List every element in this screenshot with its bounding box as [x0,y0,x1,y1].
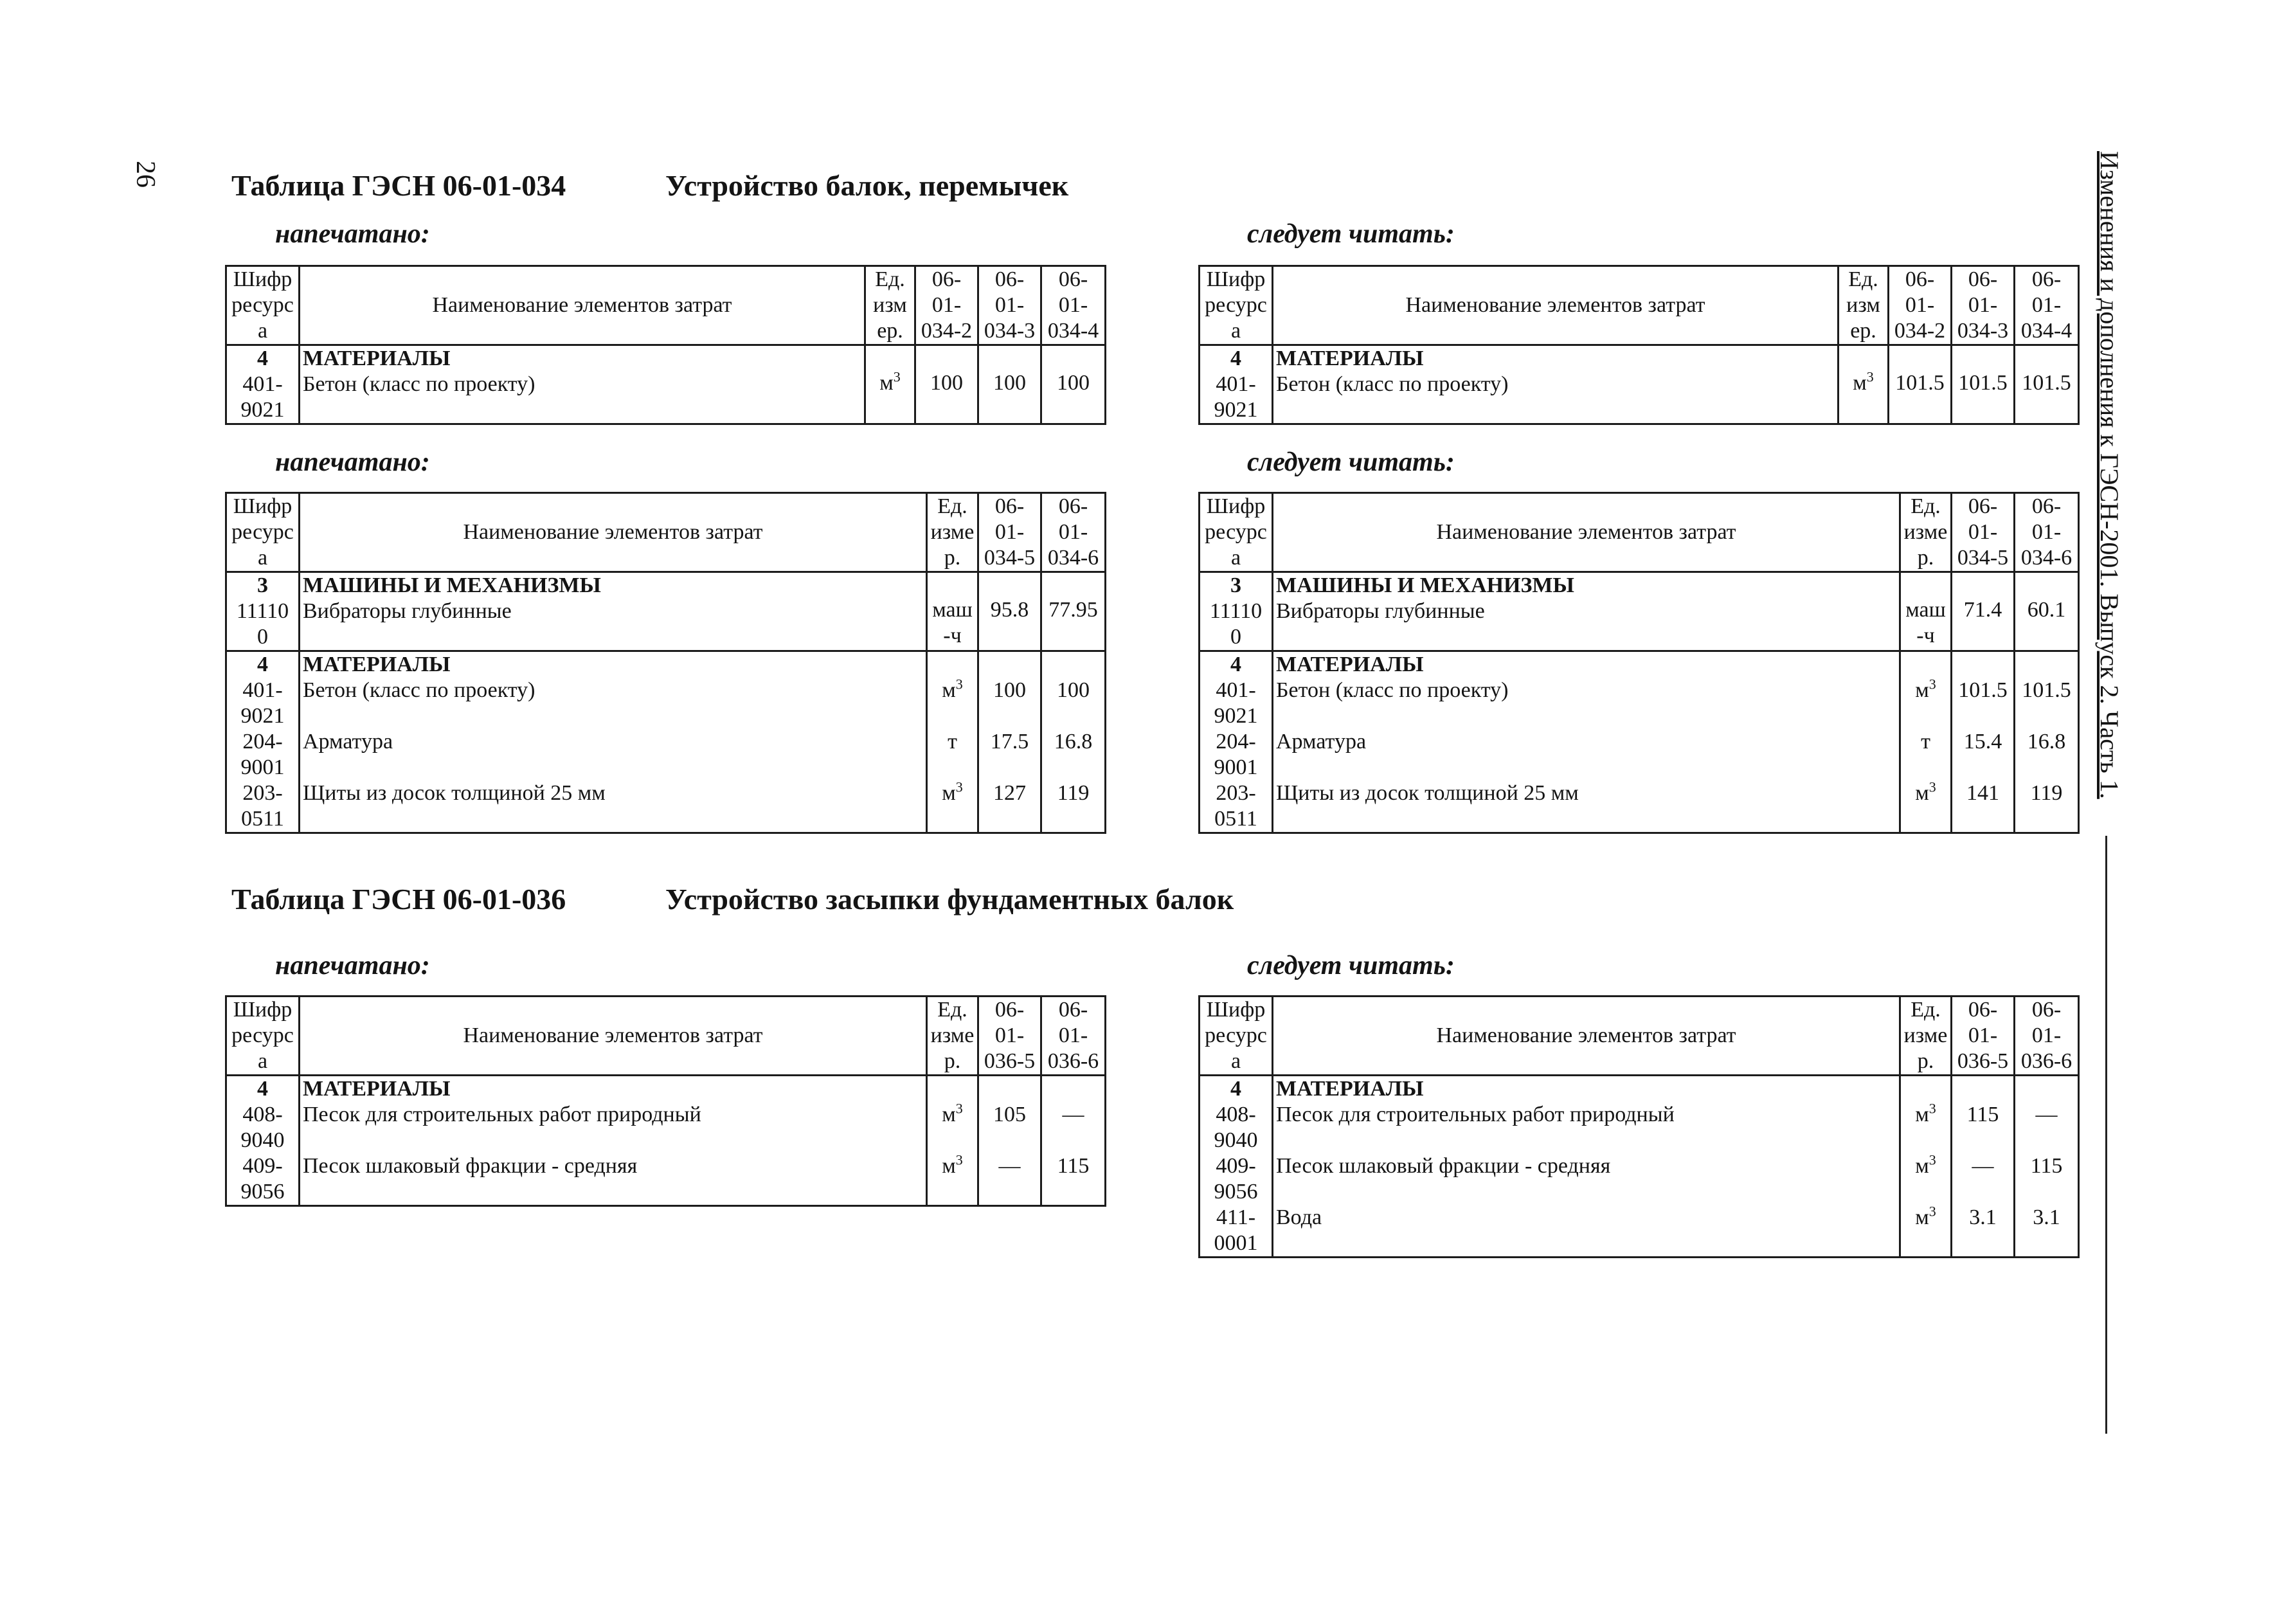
running-header: Изменения и дополнения к ГЭСН-2001. Выпуск 2. Часть 1. [2095,151,2124,799]
row-unit: $м^3$ $м^3$ [927,1076,978,1206]
row-unit: $м^3$ [865,345,915,424]
table-row [1200,345,2079,424]
table-036-description: Устройство засыпки фундаментных балок [665,883,1234,916]
row-unit: $м^3$ [1839,345,1889,424]
header-unit: Ед. изме р. [1900,493,1952,572]
row-value: 71.4 [1952,572,2015,651]
row-code: 3 11110 0 [226,572,300,651]
header-column: 06- 01- 034-2 [915,266,978,345]
row-unit: $м^3$ т $м^3$ [927,651,978,833]
table-034-heading [231,168,1069,203]
table-034-part2-corrected [1198,492,2080,834]
header-unit: Ед. изме р. [927,493,978,572]
header-column: 06- 01- 034-3 [978,266,1041,345]
row-code: 4 401- 9021 [1200,345,1273,424]
header-column: 06- 01- 034-6 [2015,493,2079,572]
table-034-part2-printed [225,492,1106,834]
header-column: 06- 01- 034-5 [978,493,1041,572]
row-name: МАТЕРИАЛЫ Бетон (класс по проекту) Арматура Щиты из досок толщиной 25 мм [300,651,927,833]
header-unit: Ед. изм ер. [1839,266,1889,345]
table-036-heading [231,882,1234,916]
row-value: 77.95 [1041,572,1106,651]
row-code: 4 401- 9021 204- 9001 203- 0511 [226,651,300,833]
header-column: 06- 01- 034-2 [1889,266,1952,345]
label-printed-034a: напечатано: [275,219,430,249]
row-code: 3 11110 0 [1200,572,1273,651]
header-column: 06- 01- 036-6 [2015,997,2079,1076]
table-row [1200,1076,2079,1258]
row-name: МАШИНЫ И МЕХАНИЗМЫ Вибраторы глубинные [300,572,927,651]
label-printed-034b: напечатано: [275,447,430,477]
table-036-corrected [1198,995,2080,1258]
header-column: 06- 01- 034-3 [1952,266,2015,345]
header-unit: Ед. изм ер. [865,266,915,345]
row-name: МАТЕРИАЛЫ Песок для строительных работ природный Песок шлаковый фракции - средняя [300,1076,927,1206]
header-unit: Ед. изме р. [927,997,978,1076]
header-column: 06- 01- 036-5 [978,997,1041,1076]
row-code: 4 401- 9021 [226,345,300,424]
row-value: 100 17.5 127 [978,651,1041,833]
row-value: 95.8 [978,572,1041,651]
row-value: 100 [915,345,978,424]
header-code: Шифр ресурс а [226,493,300,572]
header-unit: Ед. изме р. [1900,997,1952,1076]
row-value: 101.5 [2015,345,2079,424]
row-value: 101.5 15.4 141 [1952,651,2015,833]
header-code: Шифр ресурс а [1200,493,1273,572]
header-name: Наименование элементов затрат [1273,493,1900,572]
header-name: Наименование элементов затрат [300,997,927,1076]
label-should-read-036: следует читать: [1247,951,1455,980]
row-value: 100 16.8 119 [1041,651,1106,833]
header-code: Шифр ресурс а [1200,266,1273,345]
row-value: — 115 [1041,1076,1106,1206]
row-value: 60.1 [2015,572,2079,651]
header-name: Наименование элементов затрат [1273,266,1839,345]
table-row [226,1076,1106,1206]
page-number: 26 [130,161,160,188]
table-034-description: Устройство балок, перемычек [665,169,1069,202]
header-code: Шифр ресурс а [226,266,300,345]
row-unit: $м^3$ т $м^3$ [1900,651,1952,833]
header-column: 06- 01- 034-6 [1041,493,1106,572]
table-034-part1-printed [225,265,1106,425]
header-column: 06- 01- 034-4 [1041,266,1106,345]
row-code: 4 401- 9021 204- 9001 203- 0511 [1200,651,1273,833]
header-column: 06- 01- 036-6 [1041,997,1106,1076]
side-rule [2105,836,2107,1434]
header-code: Шифр ресурс а [226,997,300,1076]
table-036-printed [225,995,1106,1207]
table-034-title: Таблица ГЭСН 06-01-034 [231,169,566,202]
table-row [226,651,1106,833]
header-column: 06- 01- 036-5 [1952,997,2015,1076]
row-value: 101.5 [1889,345,1952,424]
row-name: МАТЕРИАЛЫ Бетон (класс по проекту) Арматура Щиты из досок толщиной 25 мм [1273,651,1900,833]
label-printed-036: напечатано: [275,951,430,980]
table-034-part1-corrected [1198,265,2080,425]
row-unit: маш -ч [1900,572,1952,651]
row-name: МАТЕРИАЛЫ Бетон (класс по проекту) [1273,345,1839,424]
table-row [226,572,1106,651]
table-row [1200,651,2079,833]
row-code: 4 408- 9040 409- 9056 [226,1076,300,1206]
table-row [1200,572,2079,651]
row-value: 101.5 16.8 119 [2015,651,2079,833]
row-code: 4 408- 9040 409- 9056 411- 0001 [1200,1076,1273,1258]
header-name: Наименование элементов затрат [300,266,865,345]
header-code: Шифр ресурс а [1200,997,1273,1076]
row-value: — 115 3.1 [2015,1076,2079,1258]
label-should-read-034a: следует читать: [1247,219,1455,249]
table-036-title: Таблица ГЭСН 06-01-036 [231,883,566,916]
row-value: 101.5 [1952,345,2015,424]
row-unit: маш -ч [927,572,978,651]
row-unit: $м^3$ $м^3$ $м^3$ [1900,1076,1952,1258]
label-should-read-034b: следует читать: [1247,447,1455,477]
row-name: МАТЕРИАЛЫ Песок для строительных работ природный Песок шлаковый фракции - средняя Вода [1273,1076,1900,1258]
header-name: Наименование элементов затрат [300,493,927,572]
table-row [226,345,1106,424]
header-column: 06- 01- 034-5 [1952,493,2015,572]
row-value: 100 [1041,345,1106,424]
header-column: 06- 01- 034-4 [2015,266,2079,345]
header-name: Наименование элементов затрат [1273,997,1900,1076]
row-value: 100 [978,345,1041,424]
row-value: 105 — [978,1076,1041,1206]
row-value: 115 — 3.1 [1952,1076,2015,1258]
row-name: МАШИНЫ И МЕХАНИЗМЫ Вибраторы глубинные [1273,572,1900,651]
row-name: МАТЕРИАЛЫ Бетон (класс по проекту) [300,345,865,424]
